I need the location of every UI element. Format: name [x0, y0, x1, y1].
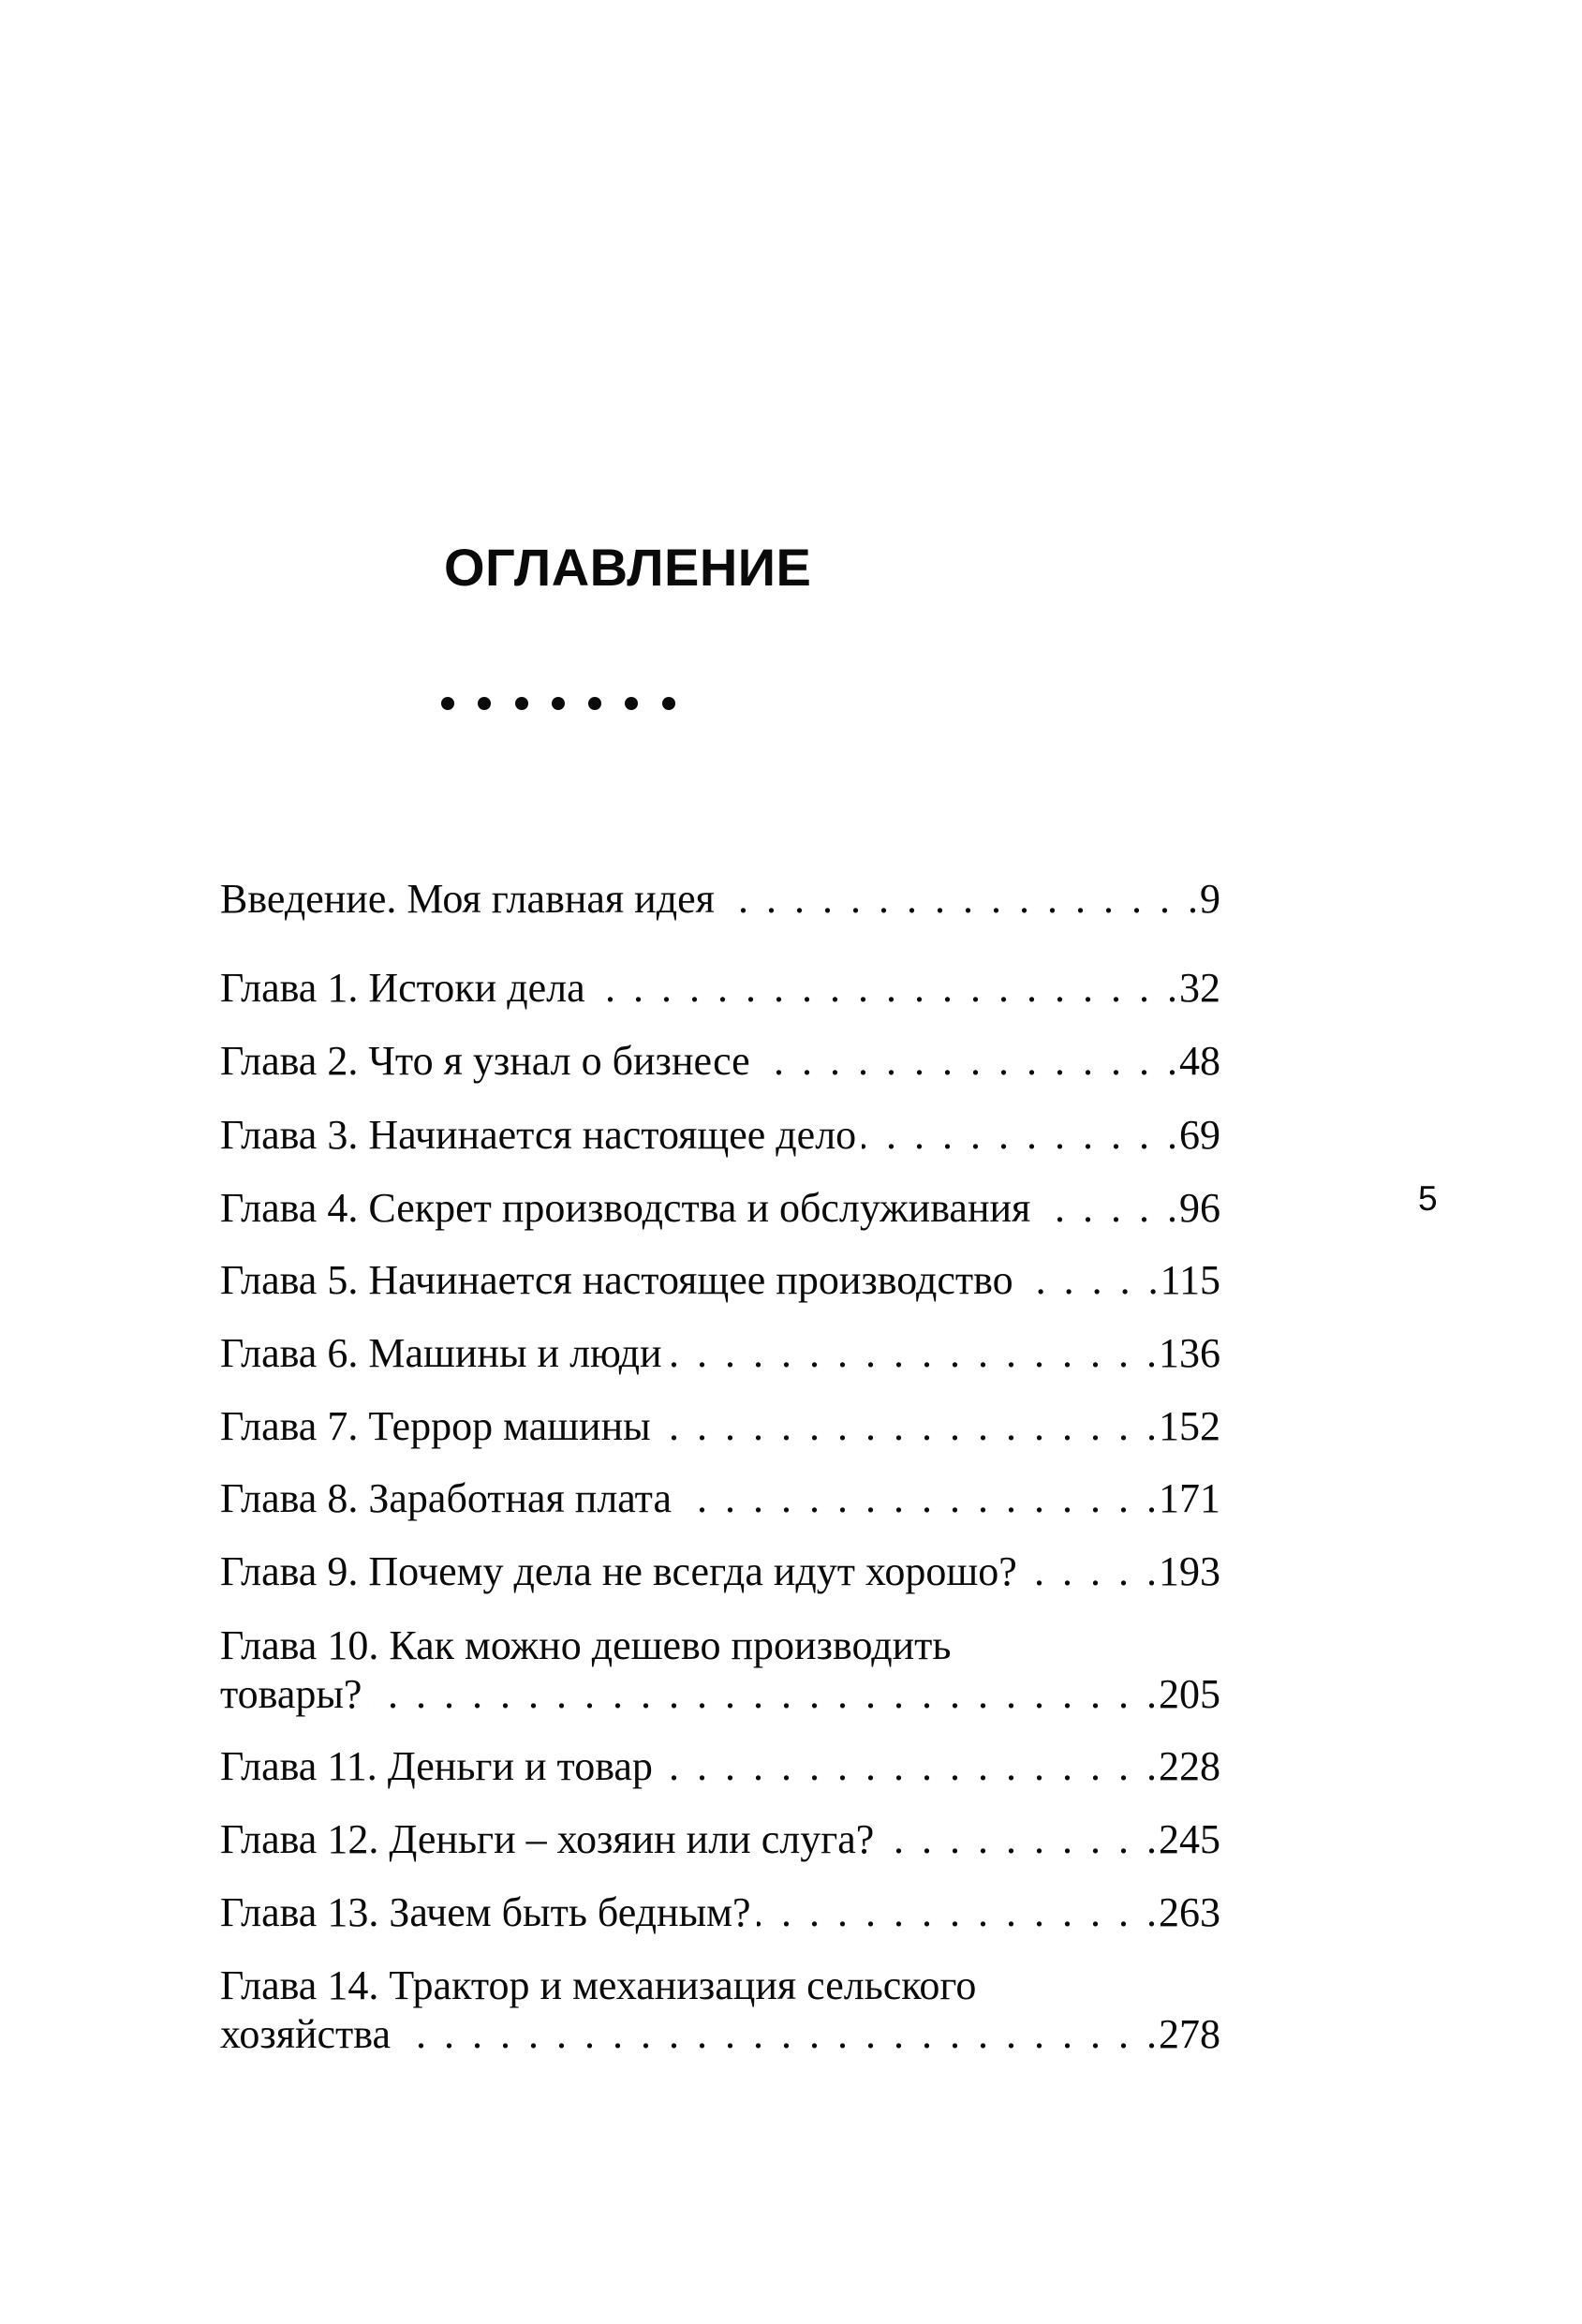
toc-entry-chapter-4[interactable]	[220, 1184, 1220, 1233]
toc-entry-title-line1: Глава 10. Как можно дешево производить	[220, 1622, 952, 1668]
toc-entry-chapter-5[interactable]	[220, 1256, 1220, 1305]
toc-entry-page: 193	[1159, 1548, 1220, 1594]
toc-entry-page: 205	[1159, 1671, 1220, 1717]
toc-entry-chapter-2[interactable]	[220, 1037, 1220, 1086]
toc-entry-chapter-10[interactable]	[220, 1621, 1220, 1719]
dot-leader	[862, 1111, 1177, 1160]
dot-leader	[1023, 1547, 1157, 1596]
toc-entry-page: 171	[1159, 1475, 1220, 1521]
toc-entry-chapter-12[interactable]	[220, 1815, 1220, 1864]
toc-entry-title-line1: Глава 14. Трактор и механизация сельского	[220, 1962, 977, 2008]
toc-entry-title: Глава 3. Начинается настоящее дело	[220, 1112, 857, 1158]
toc-entry-chapter-11[interactable]	[220, 1742, 1220, 1791]
toc-entry-page: 48	[1179, 1038, 1220, 1084]
toc-entry-page: 136	[1159, 1330, 1220, 1376]
toc-entry-title: Глава 9. Почему дела не всегда идут хорошо?	[220, 1548, 1017, 1594]
toc-entry-page: 32	[1179, 965, 1220, 1011]
toc-entry-page: 9	[1200, 876, 1220, 922]
toc-entry-page: 115	[1160, 1257, 1220, 1303]
toc-entry-title: Глава 7. Террор машины	[220, 1403, 651, 1449]
toc-entry-title: Глава 13. Зачем быть бедным?	[220, 1889, 751, 1935]
toc-entry-title-line2: хозяйства	[220, 2011, 391, 2057]
toc-entry-title: Глава 12. Деньги – хозяин или слуга?	[220, 1816, 875, 1862]
toc-entry-page: 278	[1159, 2011, 1220, 2057]
dot-leader	[720, 875, 1198, 924]
toc-entry-chapter-3[interactable]	[220, 1111, 1220, 1160]
toc-entry-page: 69	[1179, 1112, 1220, 1158]
dot-leader	[757, 1888, 1157, 1937]
dot-leader	[367, 1670, 1157, 1719]
toc-entry-chapter-14[interactable]	[220, 1961, 1220, 2059]
dot-leader	[1036, 1184, 1177, 1233]
toc-entry-page: 96	[1179, 1185, 1220, 1231]
toc-entry-chapter-1[interactable]	[220, 964, 1220, 1013]
toc-entry-introduction[interactable]	[220, 875, 1220, 924]
toc-heading: ОГЛАВЛЕНИЕ	[444, 538, 812, 597]
toc-entry-title: Введение. Моя главная идея	[220, 876, 715, 922]
toc-entry-page: 228	[1159, 1743, 1220, 1789]
toc-entry-chapter-7[interactable]	[220, 1402, 1220, 1451]
toc-entry-chapter-13[interactable]	[220, 1888, 1220, 1937]
dot-leader	[658, 1742, 1157, 1791]
dot-leader	[677, 1474, 1157, 1523]
toc-entry-page: 245	[1159, 1816, 1220, 1862]
dot-leader	[396, 2010, 1157, 2059]
toc-entry-chapter-6[interactable]	[220, 1329, 1220, 1378]
toc-entry-page: 263	[1159, 1889, 1220, 1935]
dot-leader	[657, 1402, 1157, 1451]
toc-entry-title: Глава 5. Начинается настоящее производство	[220, 1257, 1013, 1303]
toc-entry-title: Глава 11. Деньги и товар	[220, 1743, 653, 1789]
dot-leader	[668, 1329, 1157, 1378]
dot-leader	[1019, 1256, 1159, 1305]
page-number: 5	[1418, 1179, 1438, 1218]
dot-leader	[756, 1037, 1177, 1086]
dot-leader	[880, 1815, 1157, 1864]
toc-entry-chapter-9[interactable]	[220, 1547, 1220, 1596]
toc-entry-title: Глава 4. Секрет производства и обслуживания	[220, 1185, 1031, 1231]
dot-leader	[591, 964, 1177, 1013]
toc-entry-title: Глава 1. Истоки дела	[220, 965, 585, 1011]
toc-entry-title: Глава 8. Заработная плата	[220, 1475, 672, 1521]
toc-entry-title: Глава 2. Что я узнал о бизнесе	[220, 1038, 750, 1084]
toc-entry-title: Глава 6. Машины и люди	[220, 1330, 662, 1376]
toc-entry-page: 152	[1159, 1403, 1220, 1449]
toc-entry-title-line2: товары?	[220, 1671, 362, 1717]
toc-entry-chapter-8[interactable]	[220, 1474, 1220, 1523]
